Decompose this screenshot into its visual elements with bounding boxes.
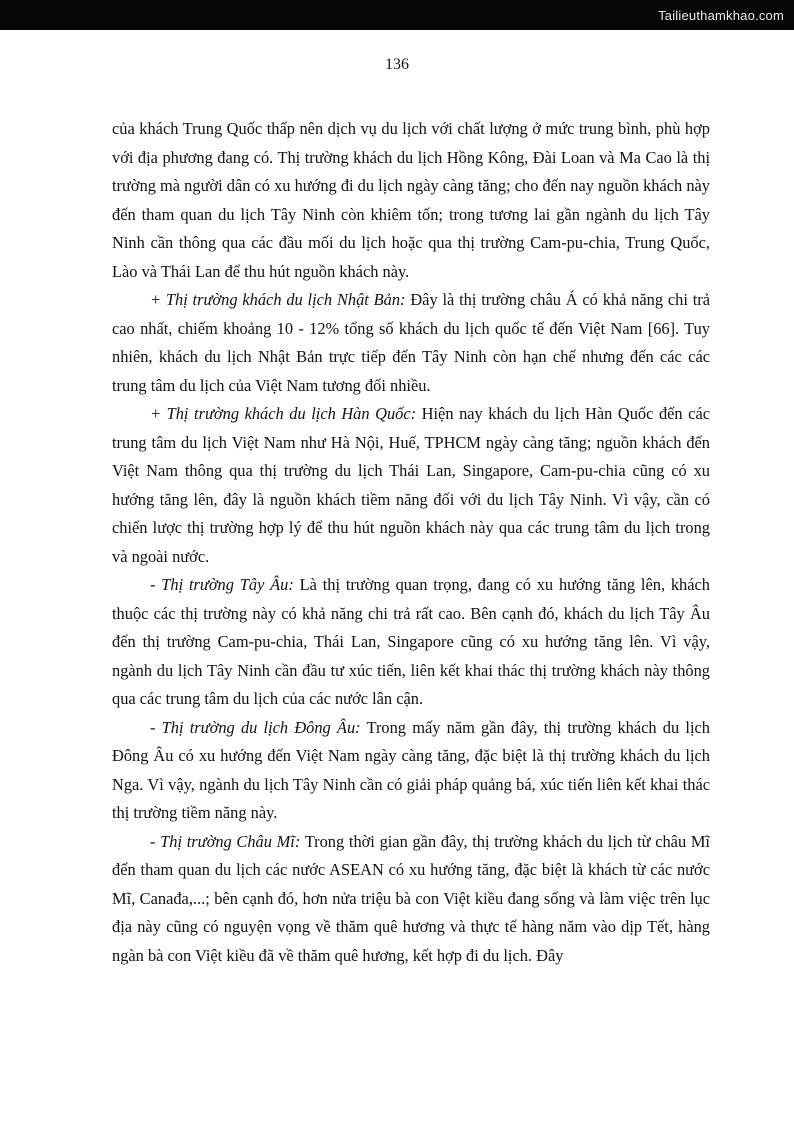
paragraph (112, 714, 710, 828)
paragraph-lead: - Thị trường Tây Âu: (150, 575, 294, 594)
paragraph-text: Là thị trường quan trọng, đang có xu hướng tăng lên, khách thuộc các thị trường này có khả năng chi trả rất cao. Bên cạnh đó, khách du lịch Tây Âu đến thị trường Cam-pu-chia, Thái Lan, Singapore cũng có xu hướng tăng lên. Vì vậy, ngành du lịch Tây Ninh cần đầu tư xúc tiến, liên kết khai thác thị trường khách này thông qua các trung tâm du lịch của các nước lân cận. (112, 575, 710, 708)
paragraph (112, 571, 710, 714)
paragraph-lead: - Thị trường du lịch Đông Âu: (150, 717, 361, 737)
paragraph-text: Đây là thị trường châu Á có khả năng chi trả cao nhất, chiếm khoảng 10 - 12% tổng số khách du lịch quốc tế đến Việt Nam [66]. Tuy nhiên, khách du lịch Nhật Bản trực tiếp đến Tây Ninh còn hạn chế nhưng đến các các trung tâm du lịch của Việt Nam tương đối nhiều. (112, 290, 710, 395)
paragraph-text: Hiện nay khách du lịch Hàn Quốc đến các trung tâm du lịch Việt Nam như Hà Nội, Huế, TPHCM ngày càng tăng; nguồn khách đến Việt Nam thông qua thị trường du lịch Thái Lan, Singapore, Cam-pu-chia cũng có xu hướng tăng lên, đây là nguồn khách tiềm năng đối với du lịch Tây Ninh. Vì vậy, cần có chiến lược thị trường hợp lý để thu hút nguồn khách này qua các trung tâm du lịch trong và ngoài nước. (112, 404, 710, 566)
paragraph-text: Trong thời gian gần đây, thị trường khách du lịch từ châu Mĩ đến tham quan du lịch các nước ASEAN có xu hướng tăng, đặc biệt là khách từ các nước Mĩ, Canađa,...; bên cạnh đó, hơn nửa triệu bà con Việt kiều đang sống và làm việc trên lục địa này cũng có nguyện vọng về thăm quê hương và thực tế hàng năm vào dịp Tết, hàng ngàn bà con Việt kiều đã về thăm quê hương, kết hợp đi du lịch. Đây (112, 831, 710, 965)
paragraph-lead: + Thị trường khách du lịch Nhật Bản: (150, 290, 406, 309)
paragraph-text: Trong mấy năm gần đây, thị trường khách du lịch Đông Âu có xu hướng đến Việt Nam ngày càng tăng, đặc biệt là thị trường khách du lịch Nga. Vì vậy, ngành du lịch Tây Ninh cần có giải pháp quảng bá, xúc tiến liên kết khai thác thị trường tiềm năng này. (112, 717, 710, 822)
paragraph (112, 828, 710, 971)
paragraph (112, 286, 710, 400)
paragraph (112, 400, 710, 571)
watermark-link[interactable]: Tailieuthamkhao.com (658, 7, 784, 23)
paragraph (112, 115, 710, 286)
paragraph-lead: - Thị trường Châu Mĩ: (150, 831, 301, 851)
paragraph-lead: + Thị trường khách du lịch Hàn Quốc: (150, 404, 417, 423)
paragraph-text: của khách Trung Quốc thấp nên dịch vụ du lịch với chất lượng ở mức trung bình, phù hợp với địa phương đang có. Thị trường khách du lịch Hồng Kông, Đài Loan và Ma Cao là thị trường mà người dân có xu hướng đi du lịch ngày càng tăng; cho đến nay nguồn khách này đến tham quan du lịch Tây Ninh còn khiêm tốn; trong tương lai gần ngành du lịch Tây Ninh cần thông qua các đầu mối du lịch hoặc qua thị trường Cam-pu-chia, Trung Quốc, Lào và Thái Lan để thu hút nguồn khách này. (112, 119, 710, 281)
page-number: 136 (385, 56, 409, 73)
document-body (0, 74, 794, 970)
watermark-bar (0, 0, 794, 30)
